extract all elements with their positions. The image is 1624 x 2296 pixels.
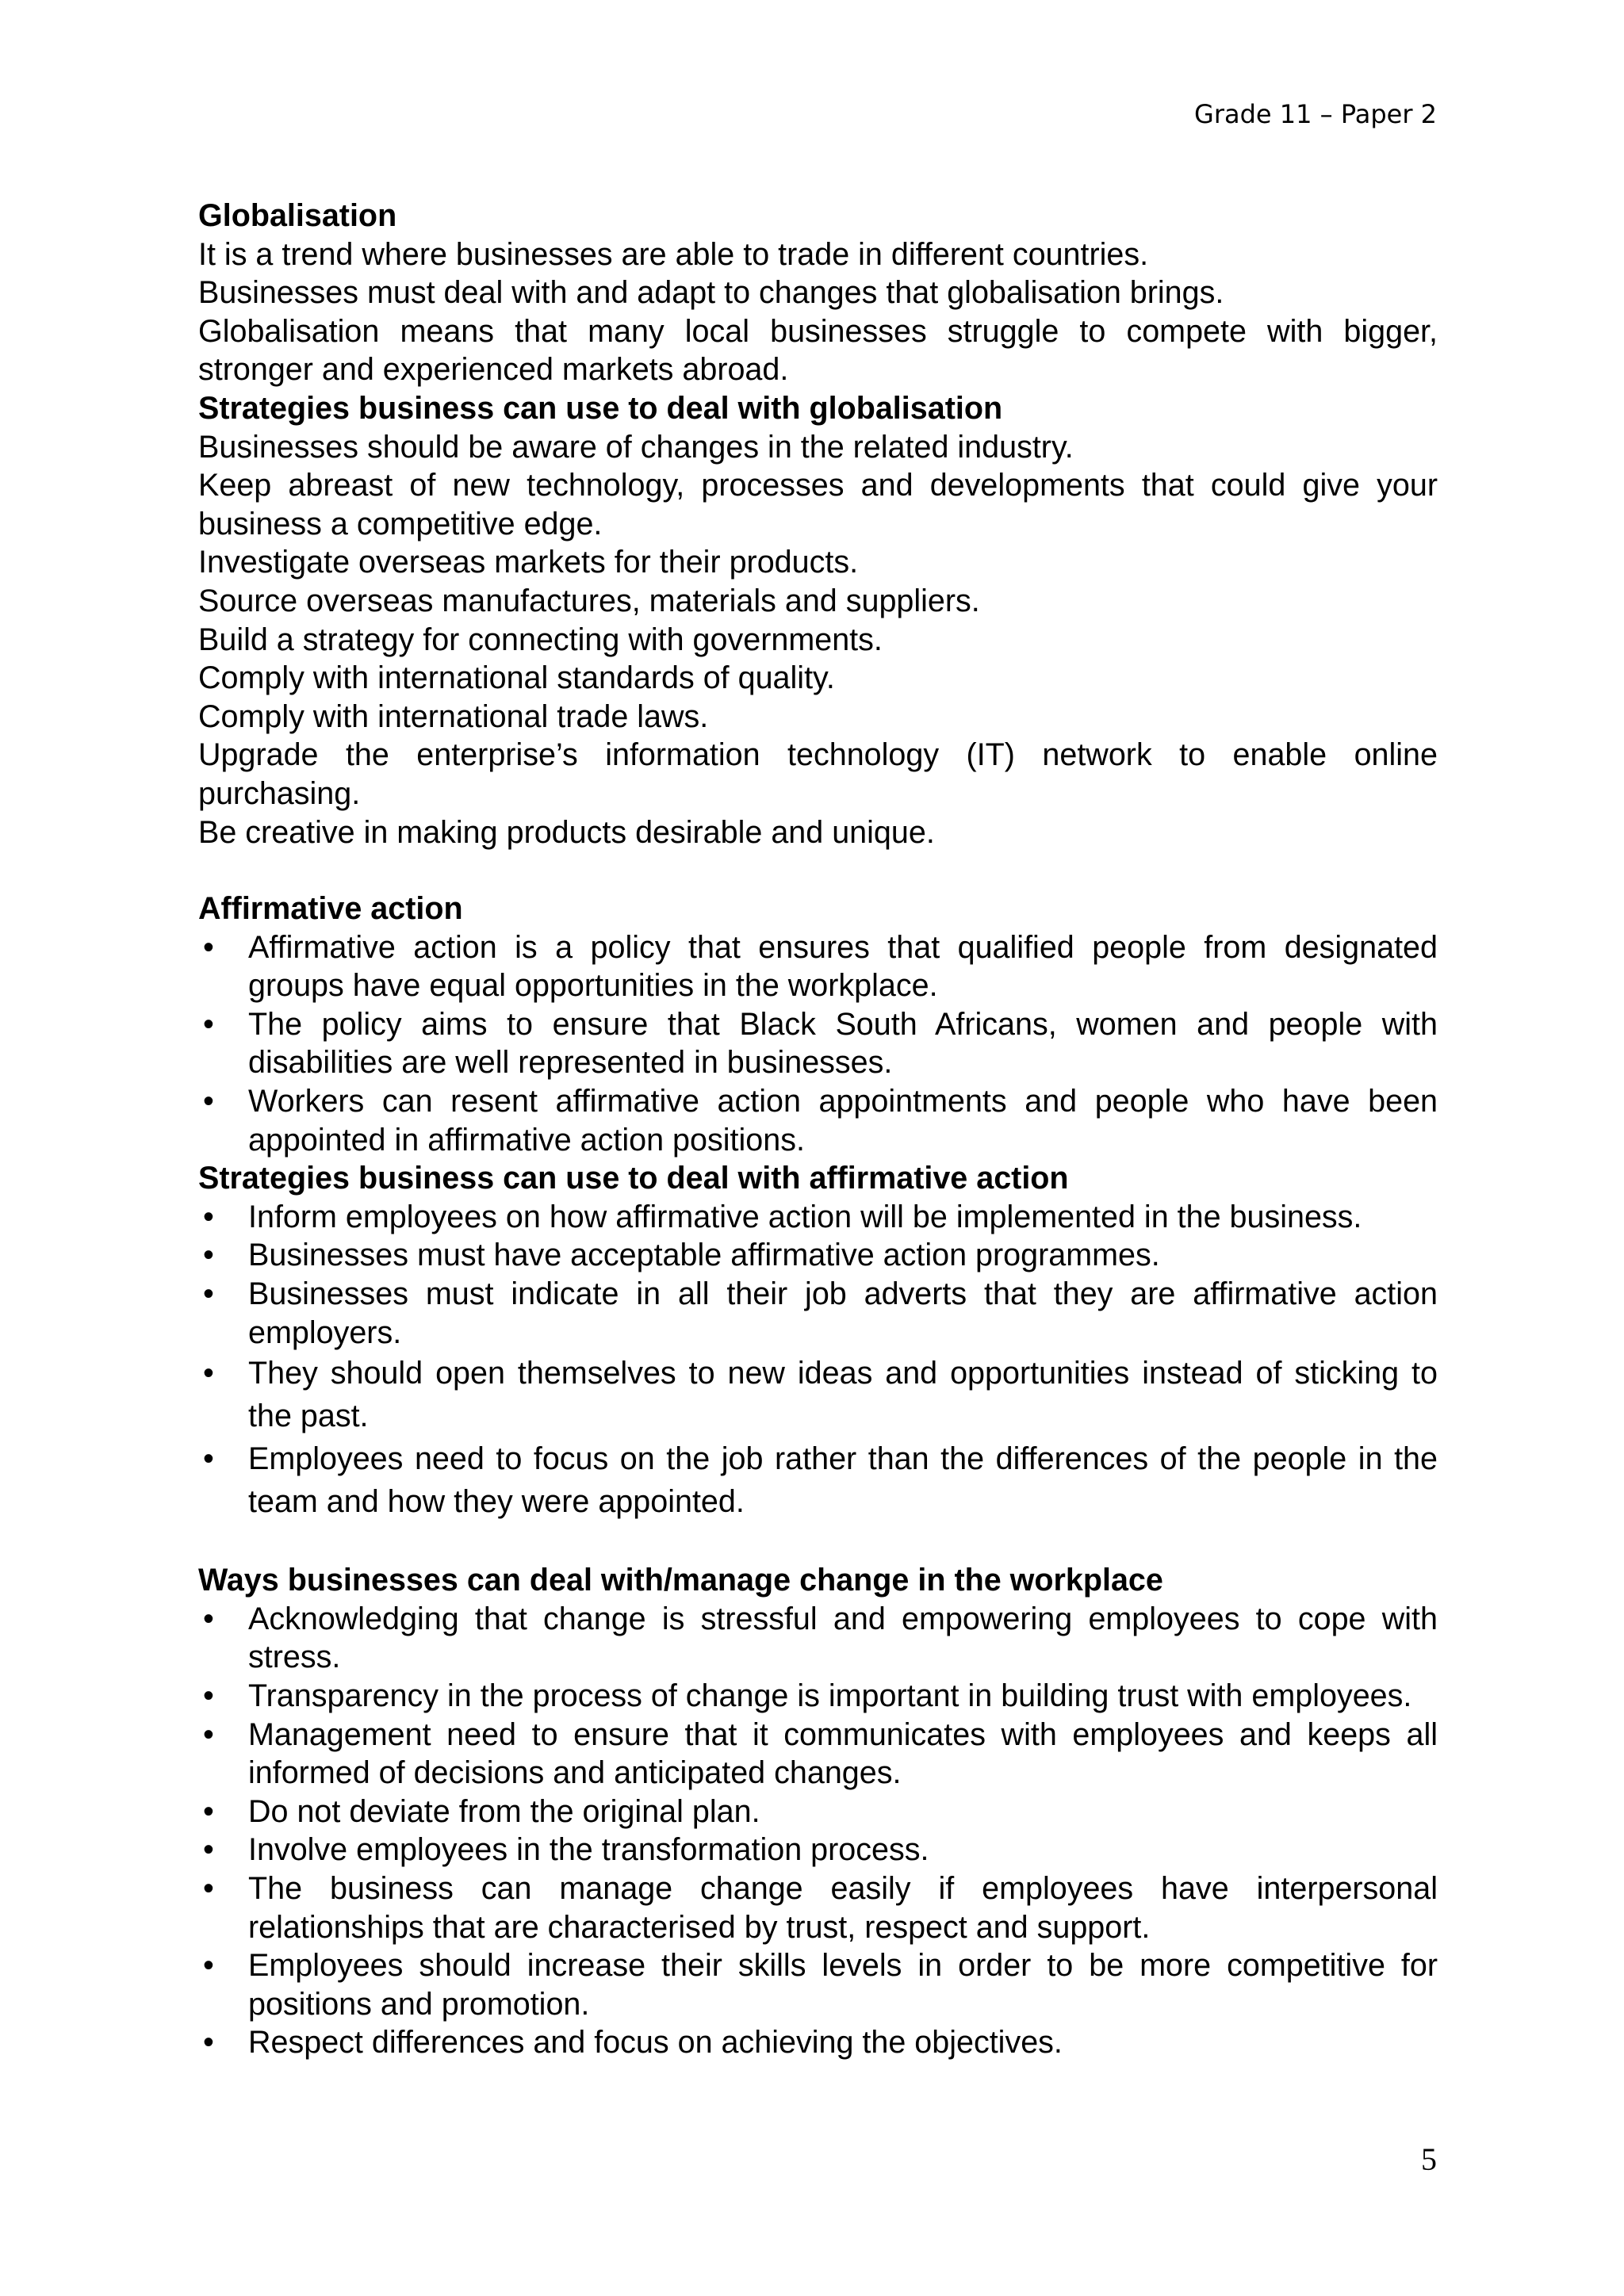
paragraph: Keep abreast of new technology, processes and developments that could give your business a competitive edge.: [198, 468, 1438, 541]
section-globalisation: [198, 197, 1438, 389]
list-item: • Workers can resent affirmative action appointments and people who have been appointed in affirmative action positions.: [198, 1082, 1438, 1159]
list-item: • Acknowledging that change is stressful and empowering employees to cope with stress.: [198, 1600, 1438, 1677]
heading-globalisation: Globalisation: [198, 198, 397, 233]
list-item: • Businesses must have acceptable affirmative action programmes.: [198, 1236, 1438, 1275]
heading-affirmative-action: Affirmative action: [198, 891, 463, 927]
list-item: • Management need to ensure that it communicates with employees and keeps all informed of decisions and anticipated changes.: [198, 1716, 1438, 1793]
paragraph: Be creative in making products desirable and unique.: [198, 814, 935, 850]
list-item: • Inform employees on how affirmative action will be implemented in the business.: [198, 1198, 1438, 1237]
list-item: • Involve employees in the transformation process.: [198, 1831, 1438, 1869]
section-globalisation-strategies: [198, 389, 1438, 851]
page-header: Grade 11 – Paper 2: [1194, 99, 1437, 129]
list-item: • Businesses must indicate in all their job adverts that they are affirmative action employers.: [198, 1275, 1438, 1352]
bullet-list: [198, 1600, 1438, 2062]
list-item: • Employees need to focus on the job rather than the differences of the people in the team and how they were appointed.: [198, 1437, 1438, 1523]
paragraph: It is a trend where businesses are able to trade in different countries.: [198, 236, 1149, 272]
heading-globalisation-strategies: Strategies business can use to deal with globalisation: [198, 390, 1003, 426]
list-item: • Transparency in the process of change is important in building trust with employees.: [198, 1677, 1438, 1716]
paragraph: Investigate overseas markets for their products.: [198, 545, 859, 580]
heading-affirmative-strategies: Strategies business can use to deal with affirmative action: [198, 1161, 1069, 1196]
list-item: • Affirmative action is a policy that ensures that qualified people from designated groups have equal opportunities in the workplace.: [198, 928, 1438, 1005]
list-item: • Employees should increase their skills levels in order to be more competitive for positions and promotion.: [198, 1946, 1438, 2023]
page-number: 5: [1421, 2141, 1437, 2177]
bullet-list: [198, 928, 1438, 1160]
section-affirmative-strategies: [198, 1159, 1438, 1523]
paragraph: Comply with international trade laws.: [198, 698, 709, 734]
paragraph: Build a strategy for connecting with governments.: [198, 622, 883, 657]
paragraph: Globalisation means that many local businesses struggle to compete with bigger, stronger and experienced markets abroad.: [198, 313, 1438, 388]
section-affirmative-action: [198, 890, 1438, 1159]
section-manage-change: [198, 1561, 1438, 2062]
bullet-list: [198, 1198, 1438, 1523]
list-item: • Do not deviate from the original plan.: [198, 1793, 1438, 1831]
document-body: [198, 197, 1438, 2062]
heading-manage-change: Ways businesses can deal with/manage change in the workplace: [198, 1563, 1163, 1598]
section-spacer: [198, 851, 1438, 890]
paragraph: Source overseas manufactures, materials and suppliers.: [198, 583, 980, 618]
paragraph: Upgrade the enterprise’s information technology (IT) network to enable online purchasing.: [198, 737, 1438, 811]
section-spacer: [198, 1523, 1438, 1561]
list-item: • They should open themselves to new ideas and opportunities instead of sticking to the past.: [198, 1352, 1438, 1437]
paragraph: Businesses must deal with and adapt to changes that globalisation brings.: [198, 275, 1224, 311]
list-item: • The policy aims to ensure that Black South Africans, women and people with disabilities are well represented in businesses.: [198, 1005, 1438, 1082]
list-item: • Respect differences and focus on achieving the objectives.: [198, 2023, 1438, 2062]
paragraph: Comply with international standards of quality.: [198, 660, 835, 696]
list-item: • The business can manage change easily if employees have interpersonal relationships that are characterised by trust, respect and support.: [198, 1869, 1438, 1946]
paragraph: Businesses should be aware of changes in the related industry.: [198, 429, 1074, 465]
